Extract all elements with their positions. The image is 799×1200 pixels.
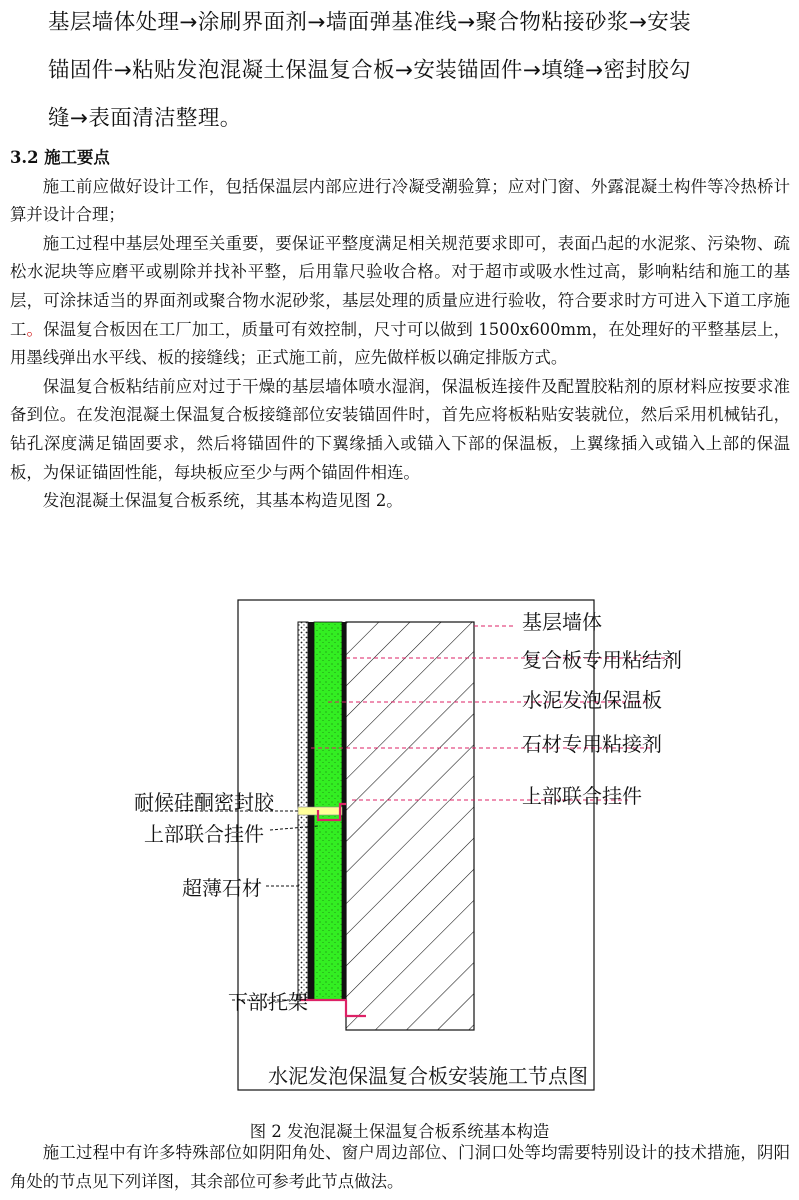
paragraph-design: 施工前应做好设计工作，包括保温层内部应进行冷凝受潮验算；应对门窗、外露混凝土构件等冷热桥计算并设计合理； [10, 176, 790, 225]
board-adhesive [342, 622, 346, 1000]
label-lower-bracket: 下部托架 [228, 990, 308, 1014]
label-stone-adhesive: 石材专用粘接剂 [522, 732, 662, 756]
paragraph-base-treatment-a: 施工过程中基层处理至关重要，要保证平整度满足相关规范要求即可，表面凸起的水泥浆、污染物、疏松水泥块等应磨平或剔除并找补平整，后用靠尺验收合格。对于超市或吸水性过高，影响粘结和施工的基层，可涂抹适当的界面剂或聚合物水泥砂浆，基层处理的质量应进行验收，符合要求时方可进入下道工序施工 [10, 233, 790, 339]
stone-adhesive-upper [308, 622, 314, 808]
paragraph-figure-ref: 发泡混凝土保温复合板系统，其基本构造见图 2。 [42, 491, 403, 511]
paragraph-base-treatment [10, 230, 790, 373]
figure-caption: 图 2 发泡混凝土保温复合板系统基本构造 [249, 1122, 550, 1141]
base-wall [346, 622, 474, 1030]
flow-line-3: 缝→表面清洁整理。 [48, 106, 242, 131]
label-upper-hanger-right: 上部联合挂件 [522, 784, 642, 808]
section-drawing [0, 596, 799, 1116]
stone-upper [298, 622, 308, 808]
label-board-adhesive: 复合板专用粘结剂 [522, 648, 682, 672]
stone-lower [298, 814, 308, 1000]
label-foam-insulation: 水泥发泡保温板 [522, 688, 662, 712]
label-stone: 超薄石材 [182, 876, 262, 900]
label-base-wall: 基层墙体 [522, 610, 602, 634]
figure-inner-title: 水泥发泡保温复合板安装施工节点图 [268, 1064, 588, 1088]
paragraph-special-parts: 施工过程中有许多特殊部位如阴阳角处、窗户周边部位、门洞口处等均需要特别设计的技术措施，阴阳角处的节点见下列详图，其余部位可参考此节点做法。 [10, 1143, 790, 1191]
closing-section [10, 1139, 790, 1196]
sealant-joint [298, 807, 342, 815]
paragraph-base-treatment-b: 保温复合板因在工厂加工，质量可有效控制，尺寸可以做到 1500x600mm，在处理好的平整基层上，用墨线弹出水平线、板的接缝线；正式施工前，应先做样板以确定排版方式。 [10, 319, 791, 368]
section-heading: 3.2 施工要点 [10, 148, 110, 167]
red-period: 。 [26, 319, 44, 339]
foam-insulation-upper [314, 622, 342, 808]
foam-insulation-lower [314, 814, 342, 1000]
construction-flow [48, 0, 788, 144]
paragraph-bonding: 保温复合板粘结前应对过于干燥的基层墙体喷水湿润，保温板连接件及配置胶粘剂的原材料应按要求准备到位。在发泡混凝土保温复合板接缝部位安装锚固件时，首先应将板粘贴安装就位，然后采用机械钻孔，钻孔深度满足锚固要求，然后将锚固件的下翼缘插入或锚入下部的保温板，上翼缘插入或锚入上部的保温板，为保证锚固性能，每块板应至少与两个锚固件相连。 [10, 376, 790, 482]
flow-line-2: 锚固件→粘贴发泡混凝土保温复合板→安装锚固件→填缝→密封胶勾 [48, 58, 692, 83]
flow-line-1: 基层墙体处理→涂刷界面剂→墙面弹基准线→聚合物粘接砂浆→安装 [48, 10, 692, 35]
section-construction-points [10, 144, 790, 516]
label-sealant: 耐候硅酮密封胶 [134, 790, 274, 814]
construction-detail-figure [0, 596, 799, 1116]
stone-adhesive-lower [308, 814, 314, 1000]
label-upper-hanger-left: 上部联合挂件 [144, 822, 264, 846]
